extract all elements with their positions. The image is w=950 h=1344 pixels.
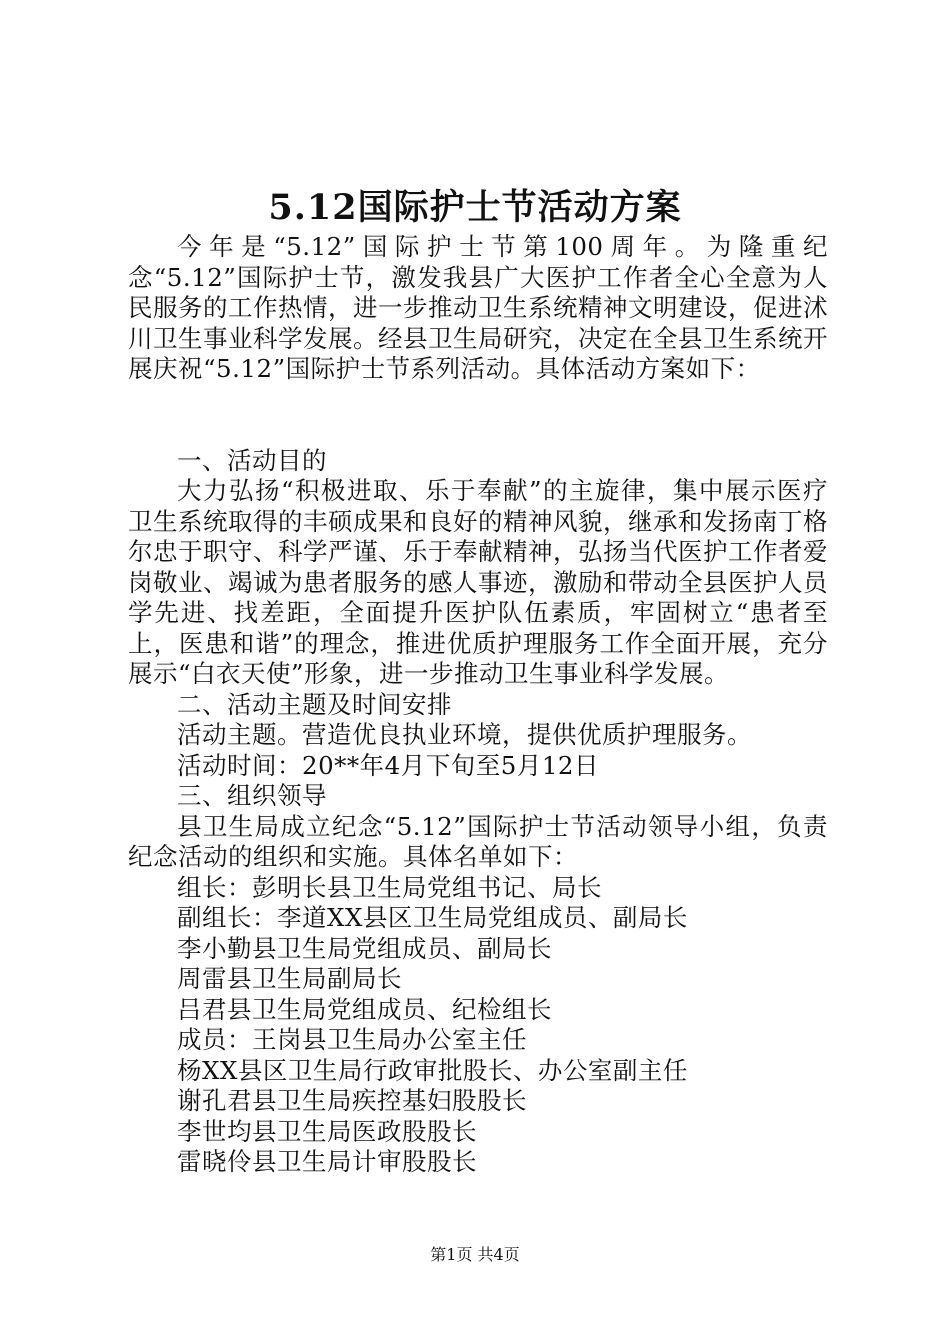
document-body xyxy=(128,232,828,1178)
member-line: 谢孔君县卫生局疾控基妇股股长 xyxy=(177,1086,527,1115)
paragraph-gap xyxy=(128,385,828,446)
member-line: 雷晓伶县卫生局计审股股长 xyxy=(177,1147,477,1176)
member-line: 李世均县卫生局医政股股长 xyxy=(177,1116,477,1146)
member-line: 副组长：李道XX县区卫生局党组成员、副局长 xyxy=(177,903,688,932)
page-number-footer: 第1页 共4页 xyxy=(430,1245,520,1264)
section1-heading: 一、活动目的 xyxy=(177,445,327,475)
document-title: 5.12国际护士节活动方案 xyxy=(268,187,682,228)
member-line: 成员：王岗县卫生局办公室主任 xyxy=(177,1025,527,1054)
member-line: 杨XX县区卫生局行政审批股长、办公室副主任 xyxy=(177,1055,688,1085)
member-line: 吕君县卫生局党组成员、纪检组长 xyxy=(177,994,552,1024)
section3-paragraph: 县卫生局成立纪念“5.12”国际护士节活动领导小组，负责纪念活动的组织和实施。具体名单如下： xyxy=(128,811,828,871)
intro-paragraph: 今年是“5.12”国际护士节第100周年。为隆重纪念“5.12”国际护士节，激发我县广大医护工作者全心全意为人民服务的工作热情，进一步推动卫生系统精神文明建设，促进沭川卫生事业科学发展。经县卫生局研究，决定在全县卫生系统开展庆祝“5.12”国际护士节系列活动。具体活动方案如下： xyxy=(128,232,828,383)
member-line: 李小勤县卫生局党组成员、副局长 xyxy=(177,933,552,963)
member-line: 周雷县卫生局副局长 xyxy=(177,964,402,993)
activity-time: 活动时间：20**年4月下旬至5月12日 xyxy=(177,750,600,780)
section3-heading: 三、组织领导 xyxy=(177,781,327,810)
activity-theme: 活动主题。营造优良执业环境，提供优质护理服务。 xyxy=(177,720,752,749)
member-line: 组长：彭明长县卫生局党组书记、局长 xyxy=(177,872,602,902)
section1-paragraph: 大力弘扬“积极进取、乐于奉献”的主旋律，集中展示医疗卫生系统取得的丰硕成果和良好的精神风貌，继承和发扬南丁格尔忠于职守、科学严谨、乐于奉献精神，弘扬当代医护工作者爱岗敬业、竭诚为患者服务的感人事迹，激励和带动全县医护人员学先进、找差距，全面提升医护队伍素质，牢固树立“患者至上，医患和谐”的理念，推进优质护理服务工作全面开展，充分展示“白衣天使”形象，进一步推动卫生事业科学发展。 xyxy=(128,476,828,688)
section2-heading: 二、活动主题及时间安排 xyxy=(177,689,452,719)
